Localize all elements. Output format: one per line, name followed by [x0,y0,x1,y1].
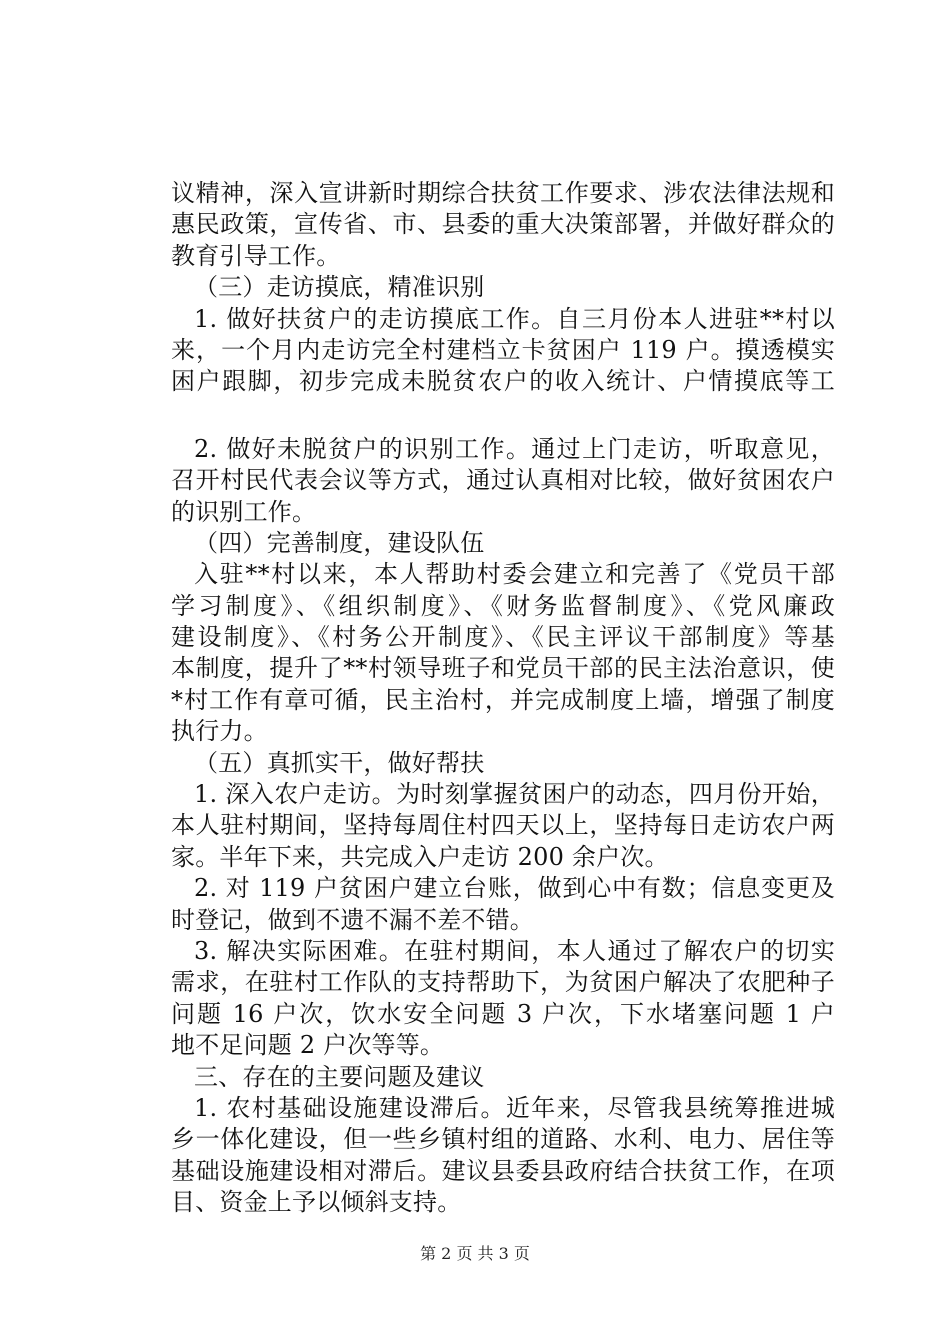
text-line: 召开村民代表会议等方式，通过认真相对比较，做好贫困农户 [171,466,835,495]
section-heading: （四）完善制度，建设队伍 [194,528,485,557]
text-line: 2. 做好未脱贫户的识别工作。通过上门走访，听取意见， [194,434,835,463]
page-number-footer: 第 2 页 共 3 页 [420,1244,530,1263]
text-line: 家。半年下来，共完成入户走访 200 余户次。 [171,842,669,871]
text-line: 困户跟脚，初步完成未脱贫农户的收入统计、户情摸底等工 [171,367,835,396]
text-line: 教育引导工作。 [171,241,341,270]
text-line: 建设制度》、《村务公开制度》、《民主评议干部制度》等基 [171,623,835,652]
text-line: 基础设施建设相对滞后。建议县委县政府结合扶贫工作，在项 [171,1156,835,1185]
text-line: 本人驻村期间，坚持每周住村四天以上，坚持每日走访农户两 [171,811,835,840]
text-line: 地不足问题 2 户次等等。 [171,1031,445,1060]
text-line: 时登记，做到不遗不漏不差不错。 [171,905,534,934]
section-heading: （三）走访摸底，精准识别 [194,273,485,302]
text-line: 1. 深入农户走访。为时刻掌握贫困户的动态，四月份开始， [194,780,835,809]
text-line: 来，一个月内走访完全村建档立卡贫困户 119 户。摸透模实 [171,335,835,364]
text-line: 1. 做好扶贫户的走访摸底工作。自三月份本人进驻**村以 [194,304,835,333]
text-line: 2. 对 119 户贫困户建立台账，做到心中有数；信息变更及 [194,874,835,903]
text-line: 的识别工作。 [171,497,317,526]
text-line: 议精神，深入宣讲新时期综合扶贫工作要求、涉农法律法规和 [171,179,835,207]
body-text [171,178,835,1219]
text-line: 3. 解决实际困难。在驻村期间，本人通过了解农户的切实 [194,936,835,965]
text-line: 本制度，提升了**村领导班子和党员干部的民主法治意识，使 [171,654,835,683]
section-heading: （五）真抓实干，做好帮扶 [194,748,485,777]
section-heading: 三、存在的主要问题及建议 [194,1062,485,1091]
text-line: 问题 16 户次，饮水安全问题 3 户次，下水堵塞问题 1 户 [171,999,835,1028]
text-line: 执行力。 [171,717,268,746]
text-line: 入驻**村以来，本人帮助村委会建立和完善了《党员干部 [194,560,835,589]
text-line: 1. 农村基础设施建设滞后。近年来，尽管我县统筹推进城 [194,1093,835,1122]
text-line: 需求，在驻村工作队的支持帮助下，为贫困户解决了农肥种子 [171,968,835,997]
blank-line [171,398,835,434]
text-line: 乡一体化建设，但一些乡镇村组的道路、水利、电力、居住等 [171,1125,835,1154]
text-line: 目、资金上予以倾斜支持。 [171,1188,462,1217]
text-line: 学习制度》、《组织制度》、《财务监督制度》、《党风廉政 [171,591,835,620]
text-line: 惠民政策，宣传省、市、县委的重大决策部署，并做好群众的 [171,210,835,239]
text-line: *村工作有章可循，民主治村，并完成制度上墙，增强了制度 [171,685,835,714]
